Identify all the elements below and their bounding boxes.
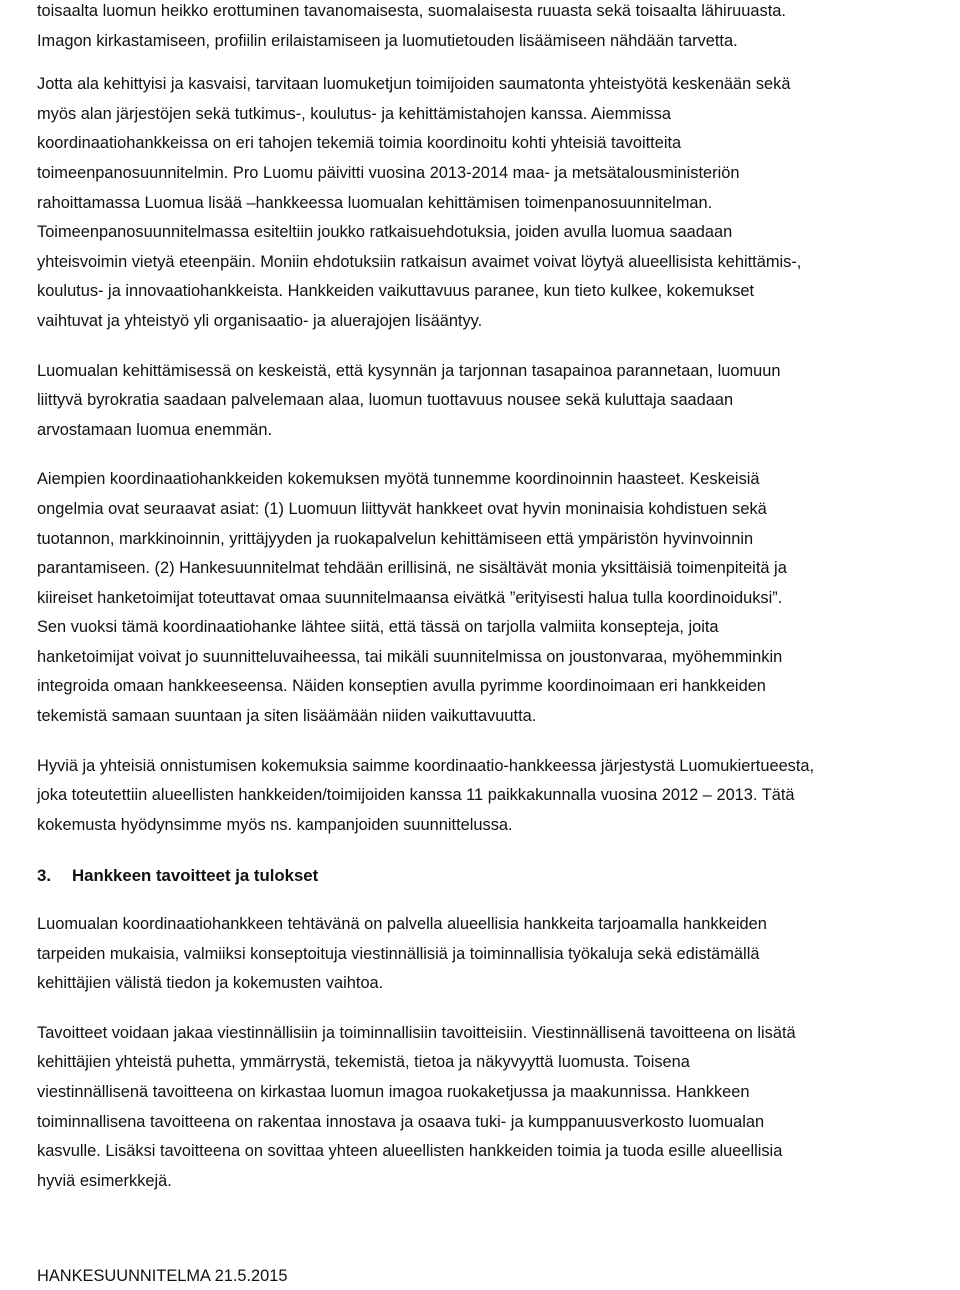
- text-line: Aiempien koordinaatiohankkeiden kokemuksen myötä tunnemme koordinoinnin haasteet. Keskeisiä: [37, 470, 760, 489]
- text-line: kokemusta hyödynsimme myös ns. kampanjoiden suunnittelussa.: [37, 815, 513, 834]
- section-title: Hankkeen tavoitteet ja tulokset: [72, 866, 319, 886]
- text-line: koordinaatiohankkeissa on eri tahojen tekemiä toimia koordinoitu kohti yhteisiä tavoitteita: [37, 134, 682, 153]
- text-line: hyviä esimerkkejä.: [37, 1171, 172, 1190]
- paragraph: [37, 70, 957, 336]
- text-line: vaihtuvat ja yhteistyö yli organisaatio- ja aluerajojen lisääntyy.: [37, 311, 483, 330]
- section-number: 3.: [37, 866, 51, 886]
- text-line: kasvulle. Lisäksi tavoitteena on sovittaa yhteen alueellisten hankkeiden toimia ja tuoda esille alueellisia: [37, 1142, 783, 1161]
- text-line: rahoittamassa Luomua lisää –hankkeessa luomualan kehittämisen toimenpanosuunnitelman.: [37, 193, 713, 212]
- text-line: yhteisvoimin vietyä eteenpäin. Moniin ehdotuksiin ratkaisun avaimet voivat löytyä alueellisista kehittämis-,: [37, 252, 802, 271]
- paragraph: [37, 752, 957, 841]
- text-line: liittyvä byrokratia saadaan palvelemaan alaa, luomun tuottavuus nousee sekä kuluttaja saadaan: [37, 391, 734, 410]
- text-line: tuotannon, markkinoinnin, yrittäjyyden ja ruokapalvelun kehittämiseen että ympäristön hyvinvoinnin: [37, 529, 754, 548]
- text-line: tekemistä samaan suuntaan ja siten lisäämään niiden vaikuttavuutta.: [37, 707, 537, 726]
- text-line: Jotta ala kehittyisi ja kasvaisi, tarvitaan luomuketjun toimijoiden saumatonta yhteistyötä keskenään sekä: [37, 75, 791, 94]
- text-line: viestinnällisenä tavoitteena on kirkastaa luomun imagoa ruokaketjussa ja maakunnissa. Hankkeen: [37, 1083, 750, 1101]
- text-line: tarpeiden mukaisia, valmiiksi konseptoituja viestinnällisiä ja toiminnallisia työkaluja sekä edistämällä: [37, 944, 760, 963]
- text-line: toimeenpanosuunnitelmin. Pro Luomu päivitti vuosina 2013-2014 maa- ja metsätalousministeriön: [37, 163, 740, 182]
- paragraph: [37, 910, 957, 999]
- text-line: Imagon kirkastamiseen, profiilin erilaistamiseen ja luomutietouden lisäämiseen nähdään tarvetta.: [37, 31, 738, 50]
- text-line: koulutus- ja innovaatiohankkeista. Hankkeiden vaikuttavuus paranee, kun tieto kulkee, kokemukset: [37, 282, 755, 301]
- text-line: kiireiset hanketoimijat toteuttavat omaa suunnitelmaansa eivätkä ”erityisesti halua tulla koordinoiduksi”.: [37, 588, 783, 607]
- text-line: ongelmia ovat seuraavat asiat: (1) Luomuun liittyvät hankkeet ovat hyvin moninaisia kohdistuen sekä: [37, 499, 767, 518]
- text-line: Toimeenpanosuunnitelmassa esiteltiin joukko ratkaisuehdotuksia, joiden avulla luomua saadaan: [37, 223, 733, 242]
- text-line: myös alan järjestöjen sekä tutkimus-, koulutus- ja kehittämistahojen kanssa. Aiemmissa: [37, 104, 672, 123]
- text-line: Luomualan kehittämisessä on keskeistä, että kysynnän ja tarjonnan tasapainoa parannetaan, luomuun: [37, 361, 781, 380]
- text-line: Sen vuoksi tämä koordinaatiohanke lähtee siitä, että tässä on tarjolla valmiita konsepteja, joita: [37, 618, 719, 637]
- text-line: joka toteutettiin alueellisten hankkeiden/toimijoiden kanssa 11 paikkakunnalla vuosina 2012 – 2013. Tätä: [37, 786, 795, 805]
- text-line: kehittäjien yhteistä puhetta, ymmärrystä, tekemistä, tietoa ja näkyvyyttä luomusta. Toisena: [37, 1053, 690, 1072]
- page-footer: HANKESUUNNITELMA 21.5.2015: [37, 1267, 288, 1285]
- text-line: Tavoitteet voidaan jakaa viestinnällisiin ja toiminnallisiin tavoitteisiin. Viestinnällisenä tavoitteena on lisätä: [37, 1023, 796, 1042]
- paragraph: [37, 1019, 957, 1197]
- paragraph: [37, 0, 957, 56]
- document-page: [37, 0, 957, 1285]
- text-line: parantamiseen. (2) Hankesuunnitelmat tehdään erillisinä, ne sisältävät monia yksittäisiä toimenpiteitä ja: [37, 559, 787, 578]
- paragraph: [37, 465, 957, 731]
- text-line: arvostamaan luomua enemmän.: [37, 420, 273, 439]
- text-line: integroida omaan hankkeeseensa. Näiden konseptien avulla pyrimme koordinoimaan eri hankkeiden: [37, 677, 766, 696]
- text-line: kehittäjien välistä tiedon ja kokemusten vaihtoa.: [37, 974, 384, 993]
- text-line: hanketoimijat voivat jo suunnitteluvaiheessa, tai mikäli suunnitelmissa on joustonvaraa, myöhemminkin: [37, 647, 783, 666]
- text-line: Luomualan koordinaatiohankkeen tehtävänä on palvella alueellisia hankkeita tarjoamalla hankkeiden: [37, 915, 767, 934]
- text-line: toiminnallisena tavoitteena on rakentaa innostava ja osaava tuki- ja kumppanuusverkosto luomualan: [37, 1112, 765, 1131]
- text-line: Hyviä ja yhteisiä onnistumisen kokemuksia saimme koordinaatio-hankkeessa järjestystä Luomukiertueesta,: [37, 756, 815, 775]
- text-line: toisaalta luomun heikko erottuminen tavanomaisesta, suomalaisesta ruuasta sekä toisaalta lähiruuasta.: [37, 2, 786, 20]
- paragraph: [37, 357, 957, 446]
- section-heading: [37, 861, 957, 891]
